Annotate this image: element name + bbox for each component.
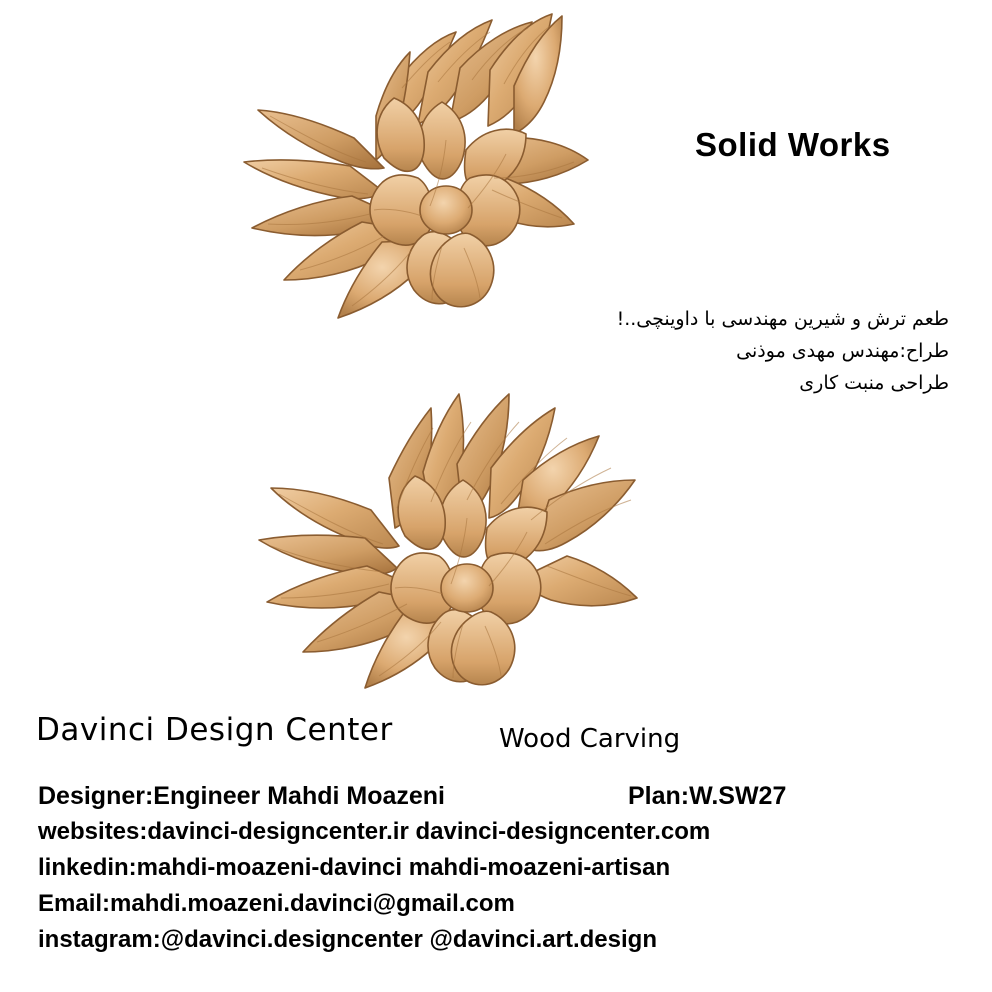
designer-credit: Designer:Engineer Mahdi Moazeni: [38, 782, 446, 810]
farsi-text-block: [429, 303, 949, 399]
plan-code: Plan:W.SW27: [628, 782, 787, 810]
farsi-line-slogan: طعم ترش و شیرین مهندسی با داوینچی..!: [616, 308, 949, 330]
wood-carved-flower-bottom: [175, 360, 675, 690]
footer-title-row: [36, 712, 966, 754]
farsi-line-craft: طراحی منبت کاری: [799, 372, 949, 394]
company-name: Davinci Design Center: [36, 712, 393, 748]
linkedin-line: linkedin:mahdi-moazeni-davinci mahdi-moazeni-artisan: [38, 854, 671, 881]
instagram-line: instagram:@davinci.designcenter @davinci.art.design: [38, 926, 657, 953]
software-label: Solid Works: [695, 126, 891, 163]
websites-line: websites:davinci-designcenter.ir davinci-designcenter.com: [38, 818, 711, 845]
craft-label: Wood Carving: [499, 724, 681, 754]
footer-info: [36, 712, 966, 953]
farsi-line-designer: طراح:مهندس مهدی موذنی: [736, 340, 949, 362]
email-line: Email:mahdi.moazeni.davinci@gmail.com: [38, 890, 515, 917]
